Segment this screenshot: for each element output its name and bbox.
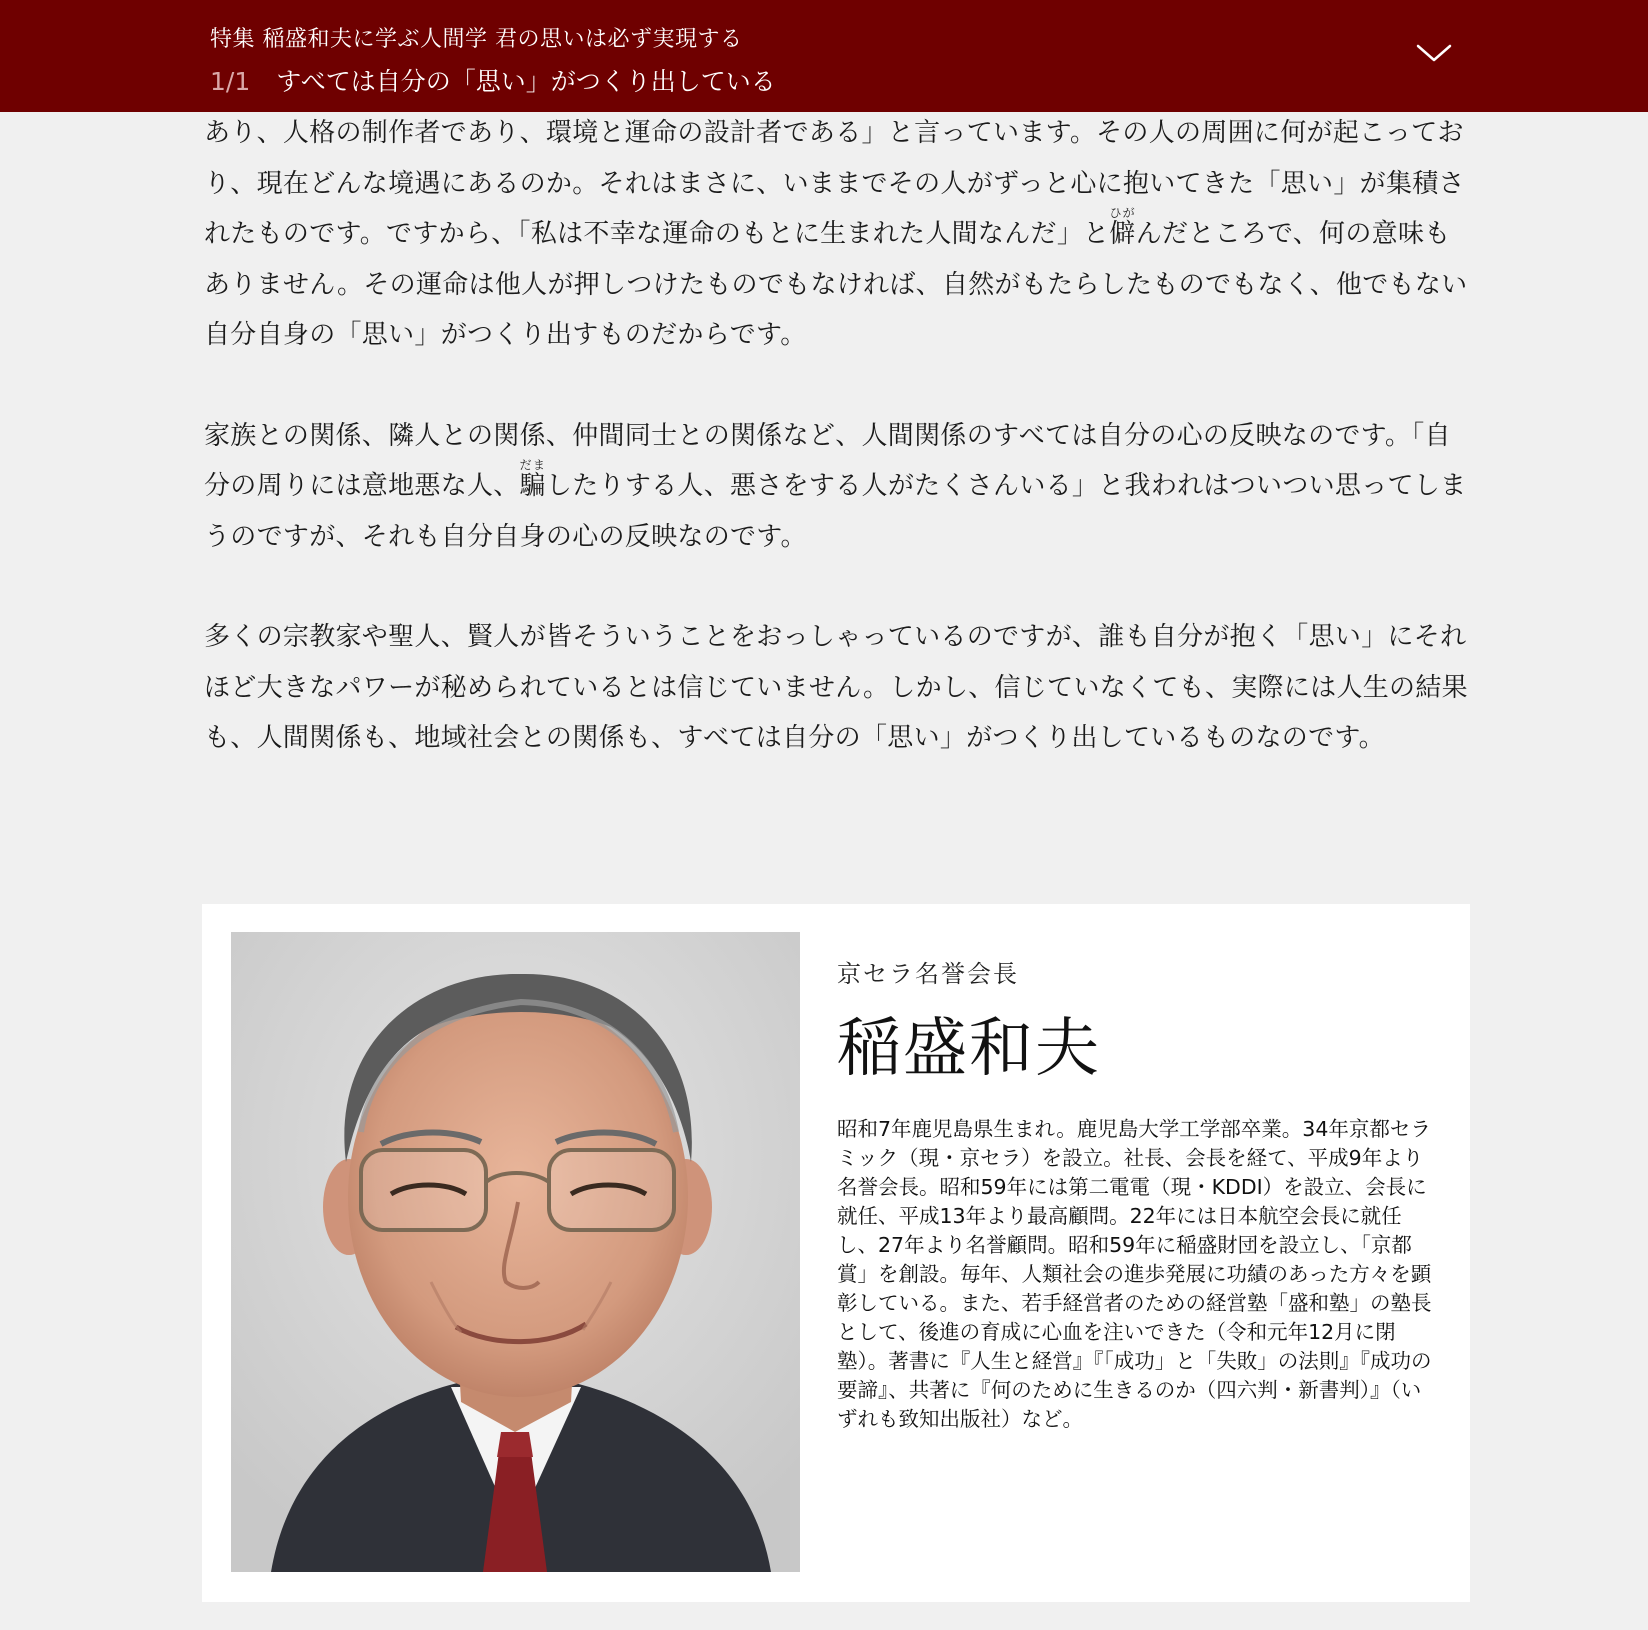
- ruby-base: 騙: [519, 471, 546, 501]
- paragraph-text: 家族との関係、隣人との関係、仲間同士との関係など、人間関係のすべては自分の心の反映なのです。「自分の周りには意地悪な人、: [204, 420, 1451, 501]
- article-body: [204, 108, 1474, 814]
- chapter-title-row: [210, 62, 776, 98]
- paragraph-text: あり、人格の制作者であり、環境と運命の設計者である」と言っています。その人の周囲に何が起こっており、現在どんな境遇にあるのか。それはまさに、いままでその人がずっと心に抱いてきた「思い」が集積されたものです。ですから、「私は不幸な運命のもとに生まれた人間なんだ」と: [204, 118, 1465, 249]
- profile-role: 京セラ名誉会長: [837, 960, 1019, 988]
- paragraph-text: したりする人、悪さをする人がたくさんいる」と我われはついつい思ってしまうのですが、それも自分自身の心の反映なのです。: [204, 471, 1467, 552]
- ruby-reading: だま: [519, 458, 546, 472]
- series-title[interactable]: 特集 稲盛和夫に学ぶ人間学 君の思いは必ず実現する: [210, 27, 743, 52]
- article-paragraph-2: [204, 411, 1474, 563]
- article-paragraph-1: [204, 108, 1474, 361]
- page-indicator: 1/1: [210, 67, 251, 96]
- portrait-photo: [231, 932, 800, 1572]
- profile-name: 稲盛和夫: [837, 1012, 1101, 1086]
- ruby-reading: ひが: [1109, 206, 1136, 220]
- author-profile-card: [202, 904, 1470, 1602]
- paragraph-text: んだところで、何の意味もありません。その運命は他人が押しつけたものでもなければ、自然がもたらしたものでもなく、他でもない自分自身の「思い」がつくり出すものだからです。: [204, 219, 1468, 350]
- ruby-word: [1109, 206, 1136, 249]
- article-paragraph-3: 多くの宗教家や聖人、賢人が皆そういうことをおっしゃっているのですが、誰も自分が抱く「思い」にそれほど大きなパワーが秘められているとは信じていません。しかし、信じていなくても、実際には人生の結果も、人間関係も、地域社会との関係も、すべては自分の「思い」がつくり出しているものなのです。: [204, 622, 1468, 753]
- chevron-down-icon[interactable]: [1410, 40, 1458, 70]
- article-header: [0, 0, 1648, 112]
- ruby-word: [519, 458, 546, 501]
- profile-bio: 昭和7年鹿児島県生まれ。鹿児島大学工学部卒業。34年京都セラミック（現・京セラ）を設立。社長、会長を経て、平成9年より名誉会長。昭和59年には第二電電（現・KDDI）を設立、会長に就任、平成13年より最高顧問。22年には日本航空会長に就任し、27年より名誉顧問。昭和59年に稲盛財団を設立し、「京都賞」を創設。毎年、人類社会の進歩発展に功績のあった方々を顕彰している。また、若手経営者のための経営塾「盛和塾」の塾長として、後進の育成に心血を注いできた（令和元年12月に閉塾）。著書に『人生と経営』『「成功」と「失敗」の法則』『成功の要諦』、共著に『何のために生きるのか（四六判・新書判）』（いずれも致知出版社）など。: [837, 1117, 1432, 1431]
- profile-info: [837, 954, 1437, 1434]
- ruby-base: 僻: [1109, 219, 1136, 249]
- chapter-title: すべては自分の「思い」がつくり出している: [276, 67, 776, 96]
